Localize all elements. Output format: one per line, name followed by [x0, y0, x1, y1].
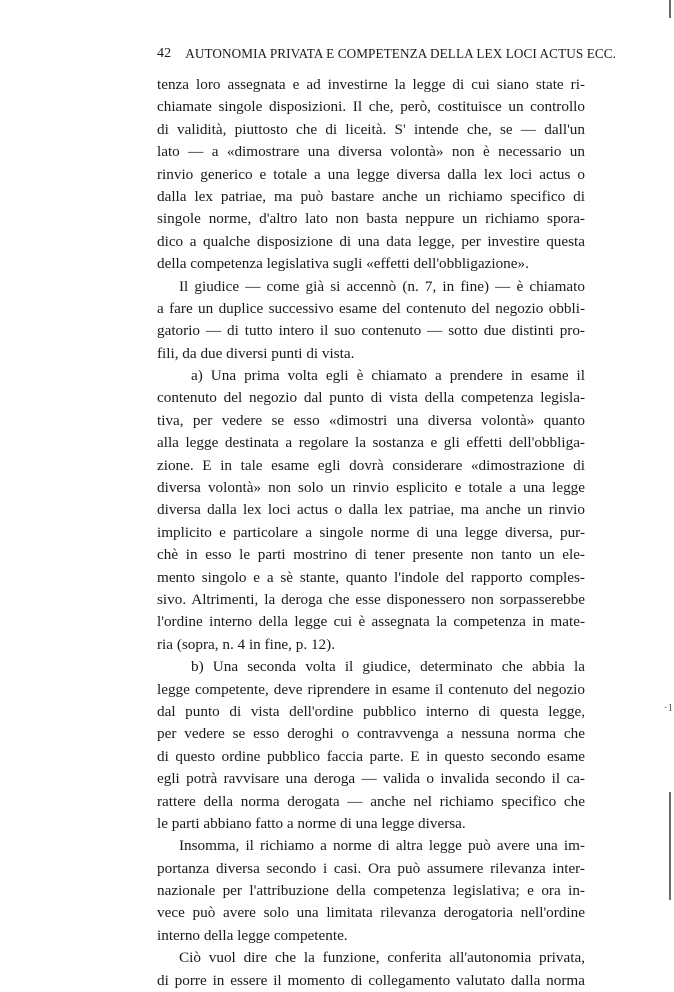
text-line: l'ordine interno della legge cui è assegnata la competenza in mate-: [157, 613, 585, 631]
text-line: alla legge destinata a regolare la sostanza e gli effetti dell'obbliga-: [157, 434, 585, 452]
text-line: dal punto di vista dell'ordine pubblico interno di questa legge,: [157, 702, 585, 720]
text-line: vece può avere solo una limitata rilevanza derogatoria nell'ordine: [157, 904, 585, 922]
text-line: di validità, piuttosto che di liceità. S' intende che, se — dall'un: [157, 120, 585, 138]
text-line: egli potrà ravvisare una deroga — valida o invalida secondo il ca-: [157, 770, 585, 788]
text-line: Il giudice — come già si accennò (n. 7, in fine) — è chiamato: [179, 277, 585, 295]
text-line: zione. E in tale esame egli dovrà considerare «dimostrazione di: [157, 456, 585, 474]
text-line: sivo. Altrimenti, la deroga che esse disponessero non sorpasserebbe: [157, 590, 585, 608]
text-line: fili, da due diversi punti di vista.: [157, 344, 355, 362]
text-line: interno della legge competente.: [157, 926, 348, 944]
text-line: tenza loro assegnata e ad investirne la legge di cui siano state ri-: [157, 76, 585, 93]
text-line: le parti abbiano fatto a norme di una legge diversa.: [157, 814, 466, 832]
text-line: ria (sopra, n. 4 in fine, p. 12).: [157, 635, 335, 653]
text-line: diversa dalla lex loci actus o dalla lex patriae, ma anche un rinvio: [157, 501, 585, 519]
body-text: [157, 74, 585, 992]
text-line: rinvio generico e totale a una legge diversa dalla lex loci actus o: [157, 165, 585, 183]
text-line: chè in esso le parti mostrino di tener presente non tanto un ele-: [157, 546, 585, 564]
text-line: di porre in essere il momento di collegamento valutato dalla norma: [157, 971, 585, 989]
text-line: per vedere se esso deroghi o contravvenga a nessuna norma che: [157, 725, 585, 743]
text-line: singole norme, d'altro lato non basta neppure un richiamo spora-: [157, 210, 585, 228]
text-line: implicito e particolare a singole norme di una legge diversa, pur-: [157, 523, 585, 541]
text-line: a) Una prima volta egli è chiamato a prendere in esame il: [191, 367, 585, 385]
margin-mark: ·1: [664, 702, 674, 714]
text-line: portanza diversa secondo i casi. Ora può assumere rilevanza inter-: [157, 859, 585, 877]
text-line: lato — a «dimostrare una diversa volontà» non è necessario un: [157, 143, 585, 161]
text-line: legge competente, deve riprendere in esame il contenuto del negozio: [157, 680, 585, 698]
text-line: dico a qualche disposizione di una data legge, per investire questa: [157, 232, 585, 250]
running-header: [157, 46, 617, 62]
text-line: contenuto del negozio dal punto di vista della competenza legisla-: [157, 389, 585, 407]
text-line: Insomma, il richiamo a norme di altra legge può avere una im-: [179, 837, 585, 855]
text-line: chiamate singole disposizioni. Il che, però, costituisce un controllo: [157, 98, 585, 116]
text-line: b) Una seconda volta il giudice, determinato che abbia la: [191, 658, 585, 676]
text-line: tiva, per vedere se esso «dimostri una diversa volontà» quanto: [157, 411, 585, 429]
text-line: a fare un duplice successivo esame del contenuto del negozio obbli-: [157, 299, 585, 317]
text-line: rattere della norma derogata — anche nel richiamo specifico che: [157, 792, 585, 810]
text-line: mento singolo e a sè stante, quanto l'indole del rapporto comples-: [157, 568, 585, 586]
text-line: della competenza legislativa sugli «effetti dell'obbligazione».: [157, 255, 529, 273]
page-edge-rule: [669, 792, 671, 900]
page-number: 42: [157, 46, 172, 61]
text-line: di questo ordine pubblico faccia parte. E in questo secondo esame: [157, 747, 585, 765]
text-line: diversa volontà» non solo un rinvio esplicito e totale a una legge: [157, 479, 585, 497]
text-line: nazionale per l'attribuzione della competenza legislativa; e ora in-: [157, 882, 585, 900]
text-line: gatorio — di tutto intero il suo contenuto — sotto due distinti pro-: [157, 322, 585, 340]
text-line: dalla lex patriae, ma può bastare anche un richiamo specifico di: [157, 187, 585, 205]
text-line: Ciò vuol dire che la funzione, conferita all'autonomia privata,: [179, 949, 585, 967]
running-title: AUTONOMIA PRIVATA E COMPETENZA DELLA LEX LOCI ACTUS ECC.: [185, 46, 617, 61]
page-edge-rule: [669, 0, 671, 18]
